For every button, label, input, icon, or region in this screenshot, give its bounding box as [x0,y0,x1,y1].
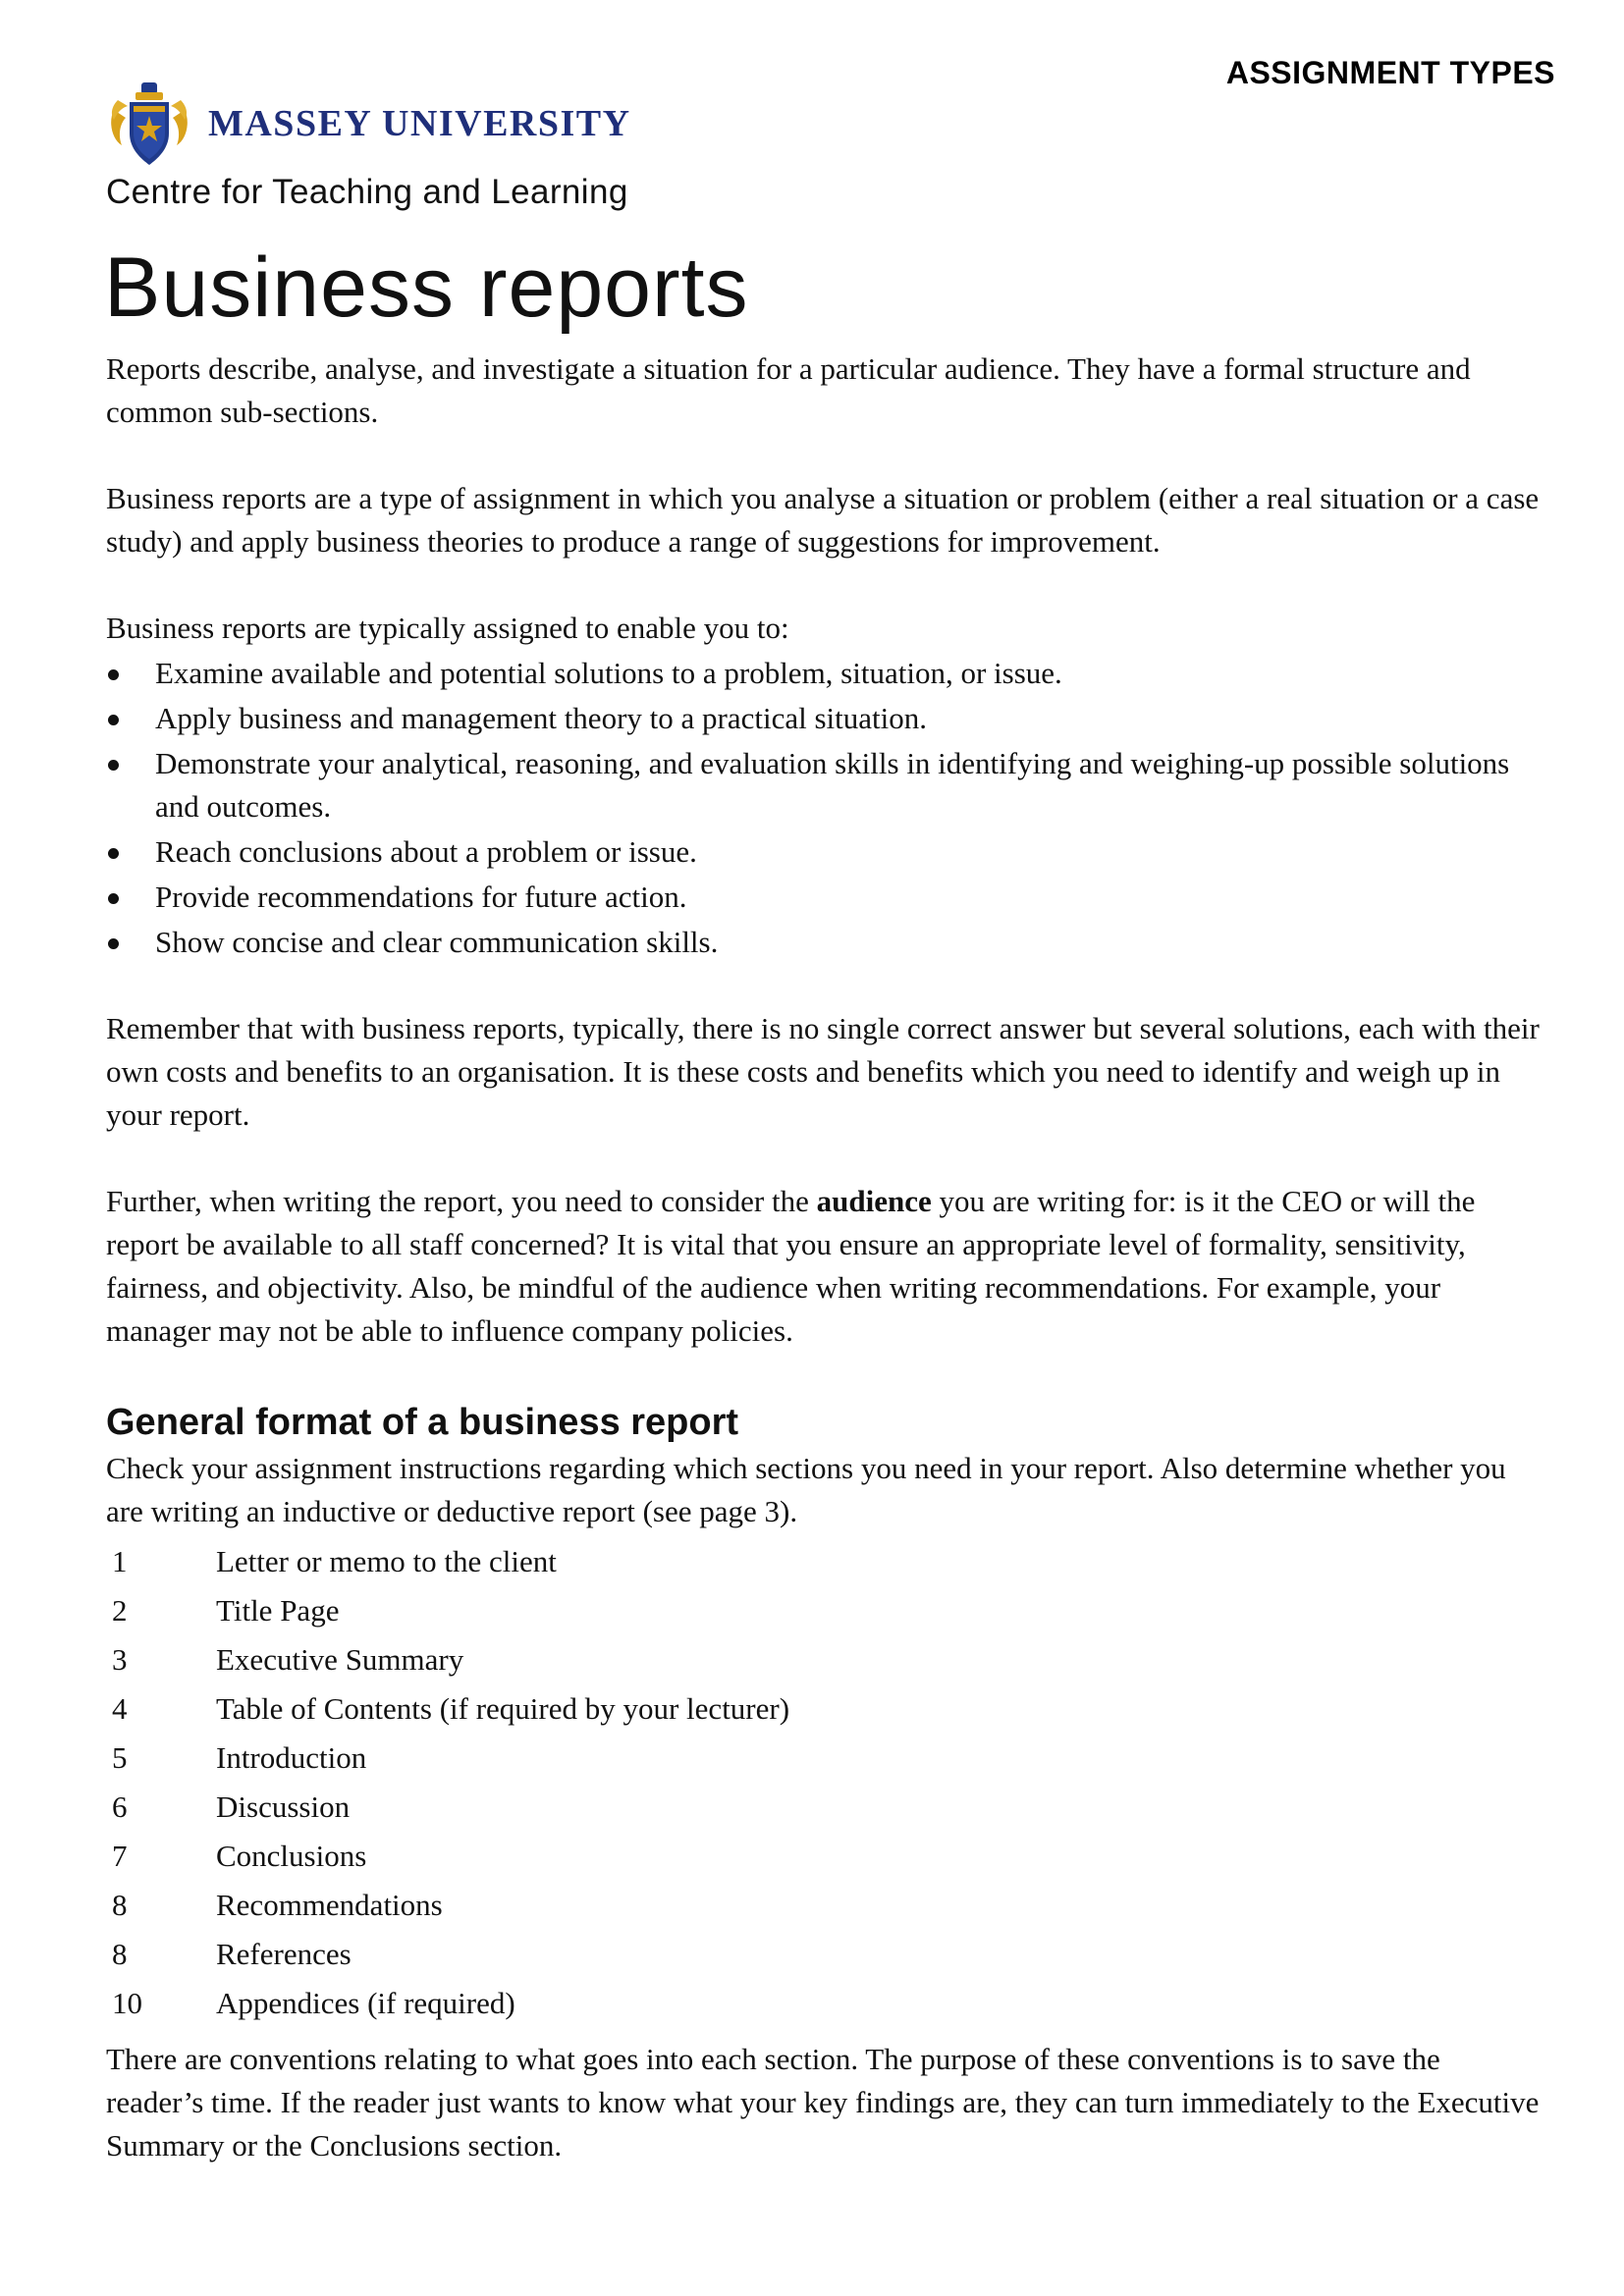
list-item [106,1734,1540,1783]
list-label: Appendices (if required) [216,1986,515,2020]
list-item [106,1979,1540,2028]
list-item [106,1586,1540,1635]
intro-paragraph-1: Reports describe, analyse, and investigate a situation for a particular audience. They have a formal structure and common sub-sections. [106,351,1471,429]
list-label: Recommendations [216,1888,443,1922]
list-item [106,1930,1540,1979]
list-item [106,1684,1540,1734]
crest-icon [108,80,190,167]
list-number: 6 [112,1789,128,1824]
list-number: 7 [112,1839,128,1873]
university-logo [108,80,631,167]
university-name: MASSEY UNIVERSITY [208,103,631,144]
further-text-bold: audience [816,1184,932,1218]
intro-paragraph-2: Business reports are a type of assignment in which you analyse a situation or problem (either a real situation or a case study) and apply business theories to produce a range of suggestions for improvement. [106,481,1540,559]
list-item: Provide recommendations for future action. [106,876,1540,919]
list-item: Apply business and management theory to a practical situation. [106,697,1540,740]
list-item: Show concise and clear communication skills. [106,921,1540,964]
list-label: Letter or memo to the client [216,1544,557,1578]
list-number: 10 [112,1986,142,2020]
purpose-list [106,652,1540,964]
list-number: 1 [112,1544,128,1578]
assignment-types-tag: ASSIGNMENT TYPES [1225,55,1555,90]
list-number: 5 [112,1740,128,1775]
list-label: Table of Contents (if required by your lecturer) [216,1691,790,1726]
list-number: 3 [112,1642,128,1677]
page-title: Business reports [104,240,749,335]
list-item [106,1832,1540,1881]
list-item [106,1537,1540,1586]
list-label: References [216,1937,352,1971]
list-label: Title Page [216,1593,340,1628]
list-number: 4 [112,1691,128,1726]
list-label: Conclusions [216,1839,367,1873]
list-item [106,1635,1540,1684]
further-text-before: Further, when writing the report, you need to consider the [106,1184,817,1218]
document-body [106,347,1540,2167]
section-heading: General format of a business report [106,1402,739,1443]
list-item [106,1783,1540,1832]
list-label: Discussion [216,1789,351,1824]
list-item: Reach conclusions about a problem or issue. [106,830,1540,874]
list-item [106,1881,1540,1930]
further-text-after: you are writing for: is it the CEO or will the report be available to all staff concerned? It is vital that you ensure an appropriate level of formality, sensitivity, fairness, and objectivity. Also, be mindful of the audience when writing recommendations. For example, your manager may not be able to influence company policies. [106,1184,1476,1348]
report-sections-list [106,1537,1540,2028]
list-number: 8 [112,1937,128,1971]
intro-paragraph-3: Business reports are typically assigned to enable you to: [106,611,789,645]
list-label: Executive Summary [216,1642,464,1677]
further-paragraph [106,1180,1540,1353]
remember-paragraph: Remember that with business reports, typically, there is no single correct answer but several solutions, each with their own costs and benefits to an organisation. It is these costs and benefits which you need to identify and weigh up in your report. [106,1011,1540,1132]
list-item: Demonstrate your analytical, reasoning, and evaluation skills in identifying and weighing-up possible solutions and outcomes. [106,742,1540,828]
centre-name: Centre for Teaching and Learning [106,173,628,211]
list-number: 8 [112,1888,128,1922]
list-number: 2 [112,1593,128,1628]
list-label: Introduction [216,1740,367,1775]
list-item: Examine available and potential solutions to a problem, situation, or issue. [106,652,1540,695]
format-intro: Check your assignment instructions regarding which sections you need in your report. Also determine whether you are writing an inductive or deductive report (see page 3). [106,1451,1506,1528]
conventions-paragraph: There are conventions relating to what goes into each section. The purpose of these conventions is to save the reader’s time. If the reader just wants to know what your key findings are, they can turn immediately to the Executive Summary or the Conclusions section. [106,2042,1540,2163]
